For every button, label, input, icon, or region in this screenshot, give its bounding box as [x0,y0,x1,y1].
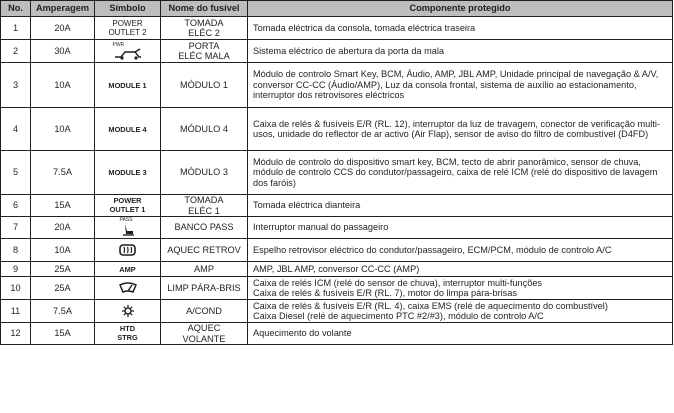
protected-component: Espelho retrovisor eléctrico do condutor/passageiro, ECM/PCM, módulo de controlo A/C [248,239,673,262]
fuse-symbol [95,300,161,323]
air-conditioning-icon [121,304,135,318]
protected-component: Sistema eléctrico de abertura da porta da mala [248,40,673,63]
table-row [1,323,673,345]
table-row [1,262,673,277]
fuse-symbol [95,239,161,262]
symbol-label: MODULE 1 [108,80,147,90]
protected-component: Tomada eléctrica da consola, tomada eléctrica traseira [248,17,673,40]
power-tailgate-icon [113,43,143,60]
fuse-symbol [95,151,161,195]
fuse-name: AMP [161,262,248,277]
table-row [1,277,673,300]
fuse-name: MÓDULO 4 [161,108,248,151]
fuse-number: 7 [1,217,31,239]
fuse-number: 8 [1,239,31,262]
passenger-seat-icon [120,218,136,237]
fuse-amperage: 25A [31,262,95,277]
fuse-number: 1 [1,17,31,40]
fuse-amperage: 25A [31,277,95,300]
fuse-amperage: 7.5A [31,300,95,323]
fuse-amperage: 15A [31,195,95,217]
fuse-number: 3 [1,63,31,108]
fuse-symbol [95,195,161,217]
mirror-heater-icon [118,243,138,257]
fuse-name: TOMADA ELÉC 2 [161,17,248,40]
table-row [1,108,673,151]
fuse-amperage: 20A [31,17,95,40]
fuse-number: 5 [1,151,31,195]
table-row [1,40,673,63]
fuse-number: 12 [1,323,31,345]
fuse-amperage: 10A [31,108,95,151]
table-row [1,217,673,239]
symbol-label: POWER OUTLET 2 [108,18,147,37]
header-component: Componente protegido [248,1,673,17]
symbol-label: MODULE 3 [108,168,147,178]
header-no: No. [1,1,31,17]
table-row [1,300,673,323]
fuse-symbol [95,17,161,40]
symbol-label: MODULE 4 [108,124,147,134]
fuse-amperage: 7.5A [31,151,95,195]
fuse-name: LIMP PÁRA-BRIS [161,277,248,300]
fuse-name: BANCO PASS [161,217,248,239]
symbol-label: AMP [119,264,136,274]
fuse-symbol [95,277,161,300]
fuse-name: PORTA ELÉC MALA [161,40,248,63]
protected-component: AMP, JBL AMP, conversor CC-CC (AMP) [248,262,673,277]
fuse-amperage: 10A [31,239,95,262]
protected-component: Caixa de relés & fusíveis E/R (RL. 12), interruptor da luz de travagem, conector de verificação multi-usos, unidade do reflector de ar activo (Air Flap), sensor de aviso do filtro de combustível (D4FD) [248,108,673,151]
fuse-number: 11 [1,300,31,323]
fuse-name: A/COND [161,300,248,323]
header-amperage: Amperagem [31,1,95,17]
fuse-symbol [95,262,161,277]
header-fuse-name: Nome do fusível [161,1,248,17]
protected-component: Caixa de relés ICM (relé do sensor de chuva), interruptor multi-funções Caixa de relés & fusíveis E/R (RL. 7), motor do limpa pára-brisas [248,277,673,300]
protected-component: Caixa de relés & fusíveis E/R (RL. 4), caixa EMS (relé de aquecimento do combustível) Caixa Diesel (relé de aquecimento PTC #2/#3), módulo de controlo A/C [248,300,673,323]
fuse-number: 6 [1,195,31,217]
front-wiper-icon [118,282,138,294]
fuse-symbol [95,217,161,239]
protected-component: Aquecimento do volante [248,323,673,345]
table-row [1,63,673,108]
fuse-amperage: 30A [31,40,95,63]
fuse-name: MÓDULO 3 [161,151,248,195]
fuse-name: MÓDULO 1 [161,63,248,108]
fuse-number: 9 [1,262,31,277]
table-row [1,195,673,217]
fuse-number: 4 [1,108,31,151]
fuse-name: AQUEC RETROV [161,239,248,262]
symbol-label: POWER OUTLET 1 [109,196,146,214]
protected-component: Módulo de controlo do dispositivo smart key, BCM, tecto de abrir panorâmico, sensor de chuva, módulo de controlo CCS do condutor/passageiro, caixa de relé ICM (relé do dispositivo de lavagem dos faróis) [248,151,673,195]
fuse-amperage: 20A [31,217,95,239]
fuse-name: AQUEC VOLANTE [161,323,248,345]
protected-component: Interruptor manual do passageiro [248,217,673,239]
fuse-symbol [95,63,161,108]
header-row [1,1,673,17]
symbol-label: HTD STRG [117,324,138,342]
fuse-amperage: 10A [31,63,95,108]
fuse-number: 2 [1,40,31,63]
fuse-amperage: 15A [31,323,95,345]
fuse-symbol [95,40,161,63]
table-row [1,239,673,262]
symbol-tag: PWR [112,41,125,48]
protected-component: Módulo de controlo Smart Key, BCM, Áudio, AMP, JBL AMP, Unidade principal de navegação & A/V, conversor CC-CC (Áudio/AMP), Luz da consola frontal, sistema de auxílio ao estacionamento, interruptor dos retrovisores eléctricos [248,63,673,108]
protected-component: Tomada eléctrica dianteira [248,195,673,217]
fuse-symbol [95,323,161,345]
fuse-name: TOMADA ELÉC 1 [161,195,248,217]
table-row [1,17,673,40]
header-symbol: Símbolo [95,1,161,17]
table-row [1,151,673,195]
symbol-tag: PASS [119,217,133,223]
fuse-symbol [95,108,161,151]
fuse-number: 10 [1,277,31,300]
